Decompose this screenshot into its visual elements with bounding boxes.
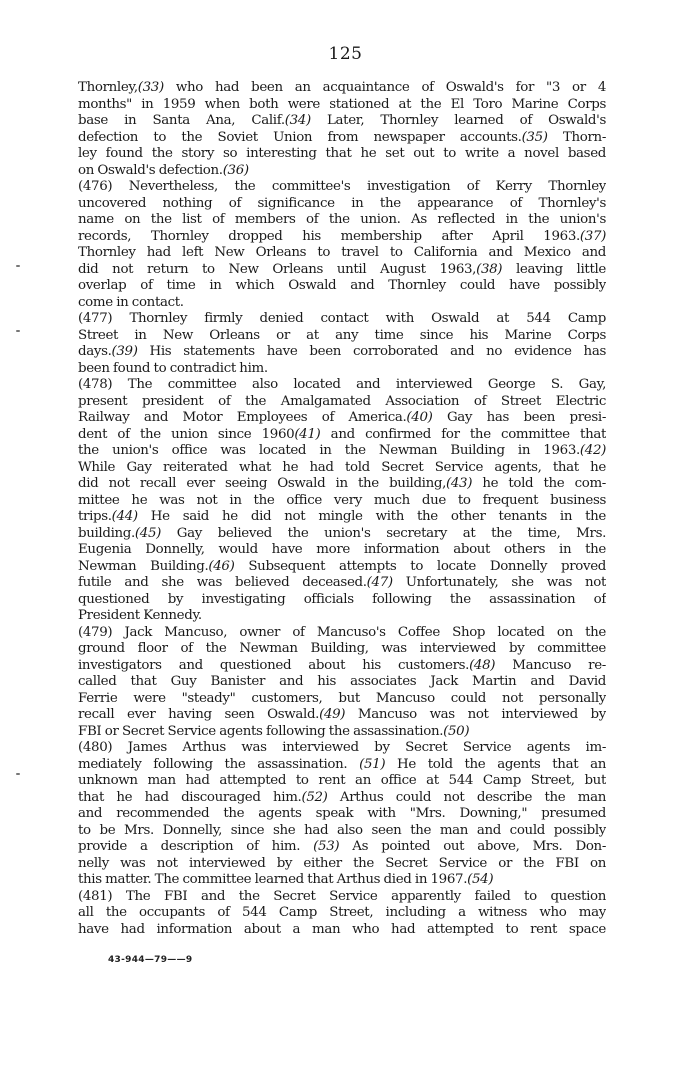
text-line: While Gay reiterated what he had told Secret Service agents, that he: [78, 459, 606, 475]
margin-mark: [16, 330, 20, 332]
text-line: Thornley had left New Orleans to travel to California and Mexico and: [78, 245, 606, 260]
text-line: that he had discouraged him.(52) Arthus could not describe the man: [78, 789, 606, 805]
text-line: dent of the union since 1960(41) and confirmed for the committee that: [78, 426, 606, 442]
text-line: unknown man had attempted to rent an office at 544 Camp Street, but: [78, 773, 606, 788]
paragraph-476: [78, 179, 606, 311]
text-line: and recommended the agents speak with "Mrs. Downing," presumed: [78, 806, 606, 821]
text-line: this matter. The committee learned that Arthus died in 1967.(54): [78, 872, 494, 887]
text-line: FBI or Secret Service agents following the assassination.(50): [78, 723, 470, 739]
text-line: (476) Nevertheless, the committee's investigation of Kerry Thornley: [78, 179, 606, 194]
text-line: Ferrie were "steady" customers, but Mancuso could not personally: [78, 690, 606, 706]
text-line: Railway and Motor Employees of America.(40) Gay has been presi-: [78, 410, 606, 425]
text-line: records, Thornley dropped his membership after April 1963.(37): [78, 228, 606, 244]
text-line: Newman Building.(46) Subsequent attempts to locate Donnelly proved: [78, 558, 606, 574]
text-line: been found to contradict him.: [78, 360, 268, 376]
text-line: Thornley,(33) who had been an acquaintance of Oswald's for "3 or 4: [78, 80, 606, 95]
text-line: (477) Thornley firmly denied contact with Oswald at 544 Camp: [78, 311, 606, 326]
footer-print-code: 43-944—79——9: [108, 955, 193, 965]
text-line: called that Guy Banister and his associates Jack Martin and David: [78, 674, 606, 689]
text-line: have had information about a man who had attempted to rent space: [78, 921, 606, 937]
page-number: 125: [328, 44, 363, 64]
document-body: [78, 80, 606, 938]
paragraph-478: [78, 377, 606, 625]
text-line: days.(39) His statements have been corroborated and no evidence has: [78, 344, 606, 359]
text-line: present president of the Amalgamated Association of Street Electric: [78, 393, 606, 409]
text-line: ley found the story so interesting that he set out to write a novel based: [78, 146, 606, 161]
text-line: base in Santa Ana, Calif.(34) Later, Thornley learned of Oswald's: [78, 113, 606, 128]
text-line: (481) The FBI and the Secret Service apparently failed to question: [78, 888, 606, 904]
text-line: name on the list of members of the union. As reflected in the union's: [78, 212, 606, 227]
text-line: recall ever having seen Oswald.(49) Mancuso was not interviewed by: [78, 707, 606, 722]
text-line: mittee he was not in the office very much due to frequent business: [78, 492, 606, 508]
paragraph-477: [78, 311, 606, 377]
text-line: all the occupants of 544 Camp Street, including a witness who may: [78, 905, 606, 920]
margin-mark: [16, 773, 20, 775]
text-line: overlap of time in which Oswald and Thornley could have possibly: [78, 278, 606, 293]
text-line: investigators and questioned about his customers.(48) Mancuso re-: [78, 657, 606, 673]
text-line: Street in New Orleans or at any time since his Marine Corps: [78, 327, 606, 343]
text-line: uncovered nothing of significance in the appearance of Thornley's: [78, 195, 606, 211]
text-line: on Oswald's defection.(36): [78, 162, 249, 178]
text-line: months" in 1959 when both were stationed at the El Toro Marine Corps: [78, 96, 606, 112]
paragraph-480: [78, 740, 606, 889]
paragraph-479: [78, 625, 606, 741]
text-line: Eugenia Donnelly, would have more information about others in the: [78, 542, 606, 557]
text-line: building.(45) Gay believed the union's secretary at the time, Mrs.: [78, 525, 606, 541]
text-line: (478) The committee also located and interviewed George S. Gay,: [78, 377, 606, 392]
text-line: did not recall ever seeing Oswald in the building,(43) he told the com-: [78, 476, 606, 491]
text-line: the union's office was located in the Newman Building in 1963.(42): [78, 443, 606, 458]
text-line: President Kennedy.: [78, 608, 202, 623]
paragraph-481: [78, 889, 606, 939]
text-line: nelly was not interviewed by either the Secret Service or the FBI on: [78, 855, 606, 871]
margin-mark: [16, 265, 20, 267]
text-line: defection to the Soviet Union from newspaper accounts.(35) Thorn-: [78, 129, 606, 145]
text-line: provide a description of him. (53) As pointed out above, Mrs. Don-: [78, 839, 606, 854]
text-line: trips.(44) He said he did not mingle with the other tenants in the: [78, 509, 606, 524]
paragraph-cont: [78, 80, 606, 179]
text-line: did not return to New Orleans until August 1963,(38) leaving little: [78, 261, 606, 277]
text-line: (480) James Arthus was interviewed by Secret Service agents im-: [78, 740, 606, 755]
text-line: to be Mrs. Donnelly, since she had also seen the man and could possibly: [78, 822, 606, 838]
text-line: ground floor of the Newman Building, was interviewed by committee: [78, 641, 606, 656]
text-line: futile and she was believed deceased.(47) Unfortunately, she was not: [78, 575, 606, 590]
text-line: mediately following the assassination. (51) He told the agents that an: [78, 756, 606, 772]
text-line: (479) Jack Mancuso, owner of Mancuso's Coffee Shop located on the: [78, 624, 606, 640]
text-line: come in contact.: [78, 294, 184, 310]
text-line: questioned by investigating officials following the assassination of: [78, 591, 606, 607]
